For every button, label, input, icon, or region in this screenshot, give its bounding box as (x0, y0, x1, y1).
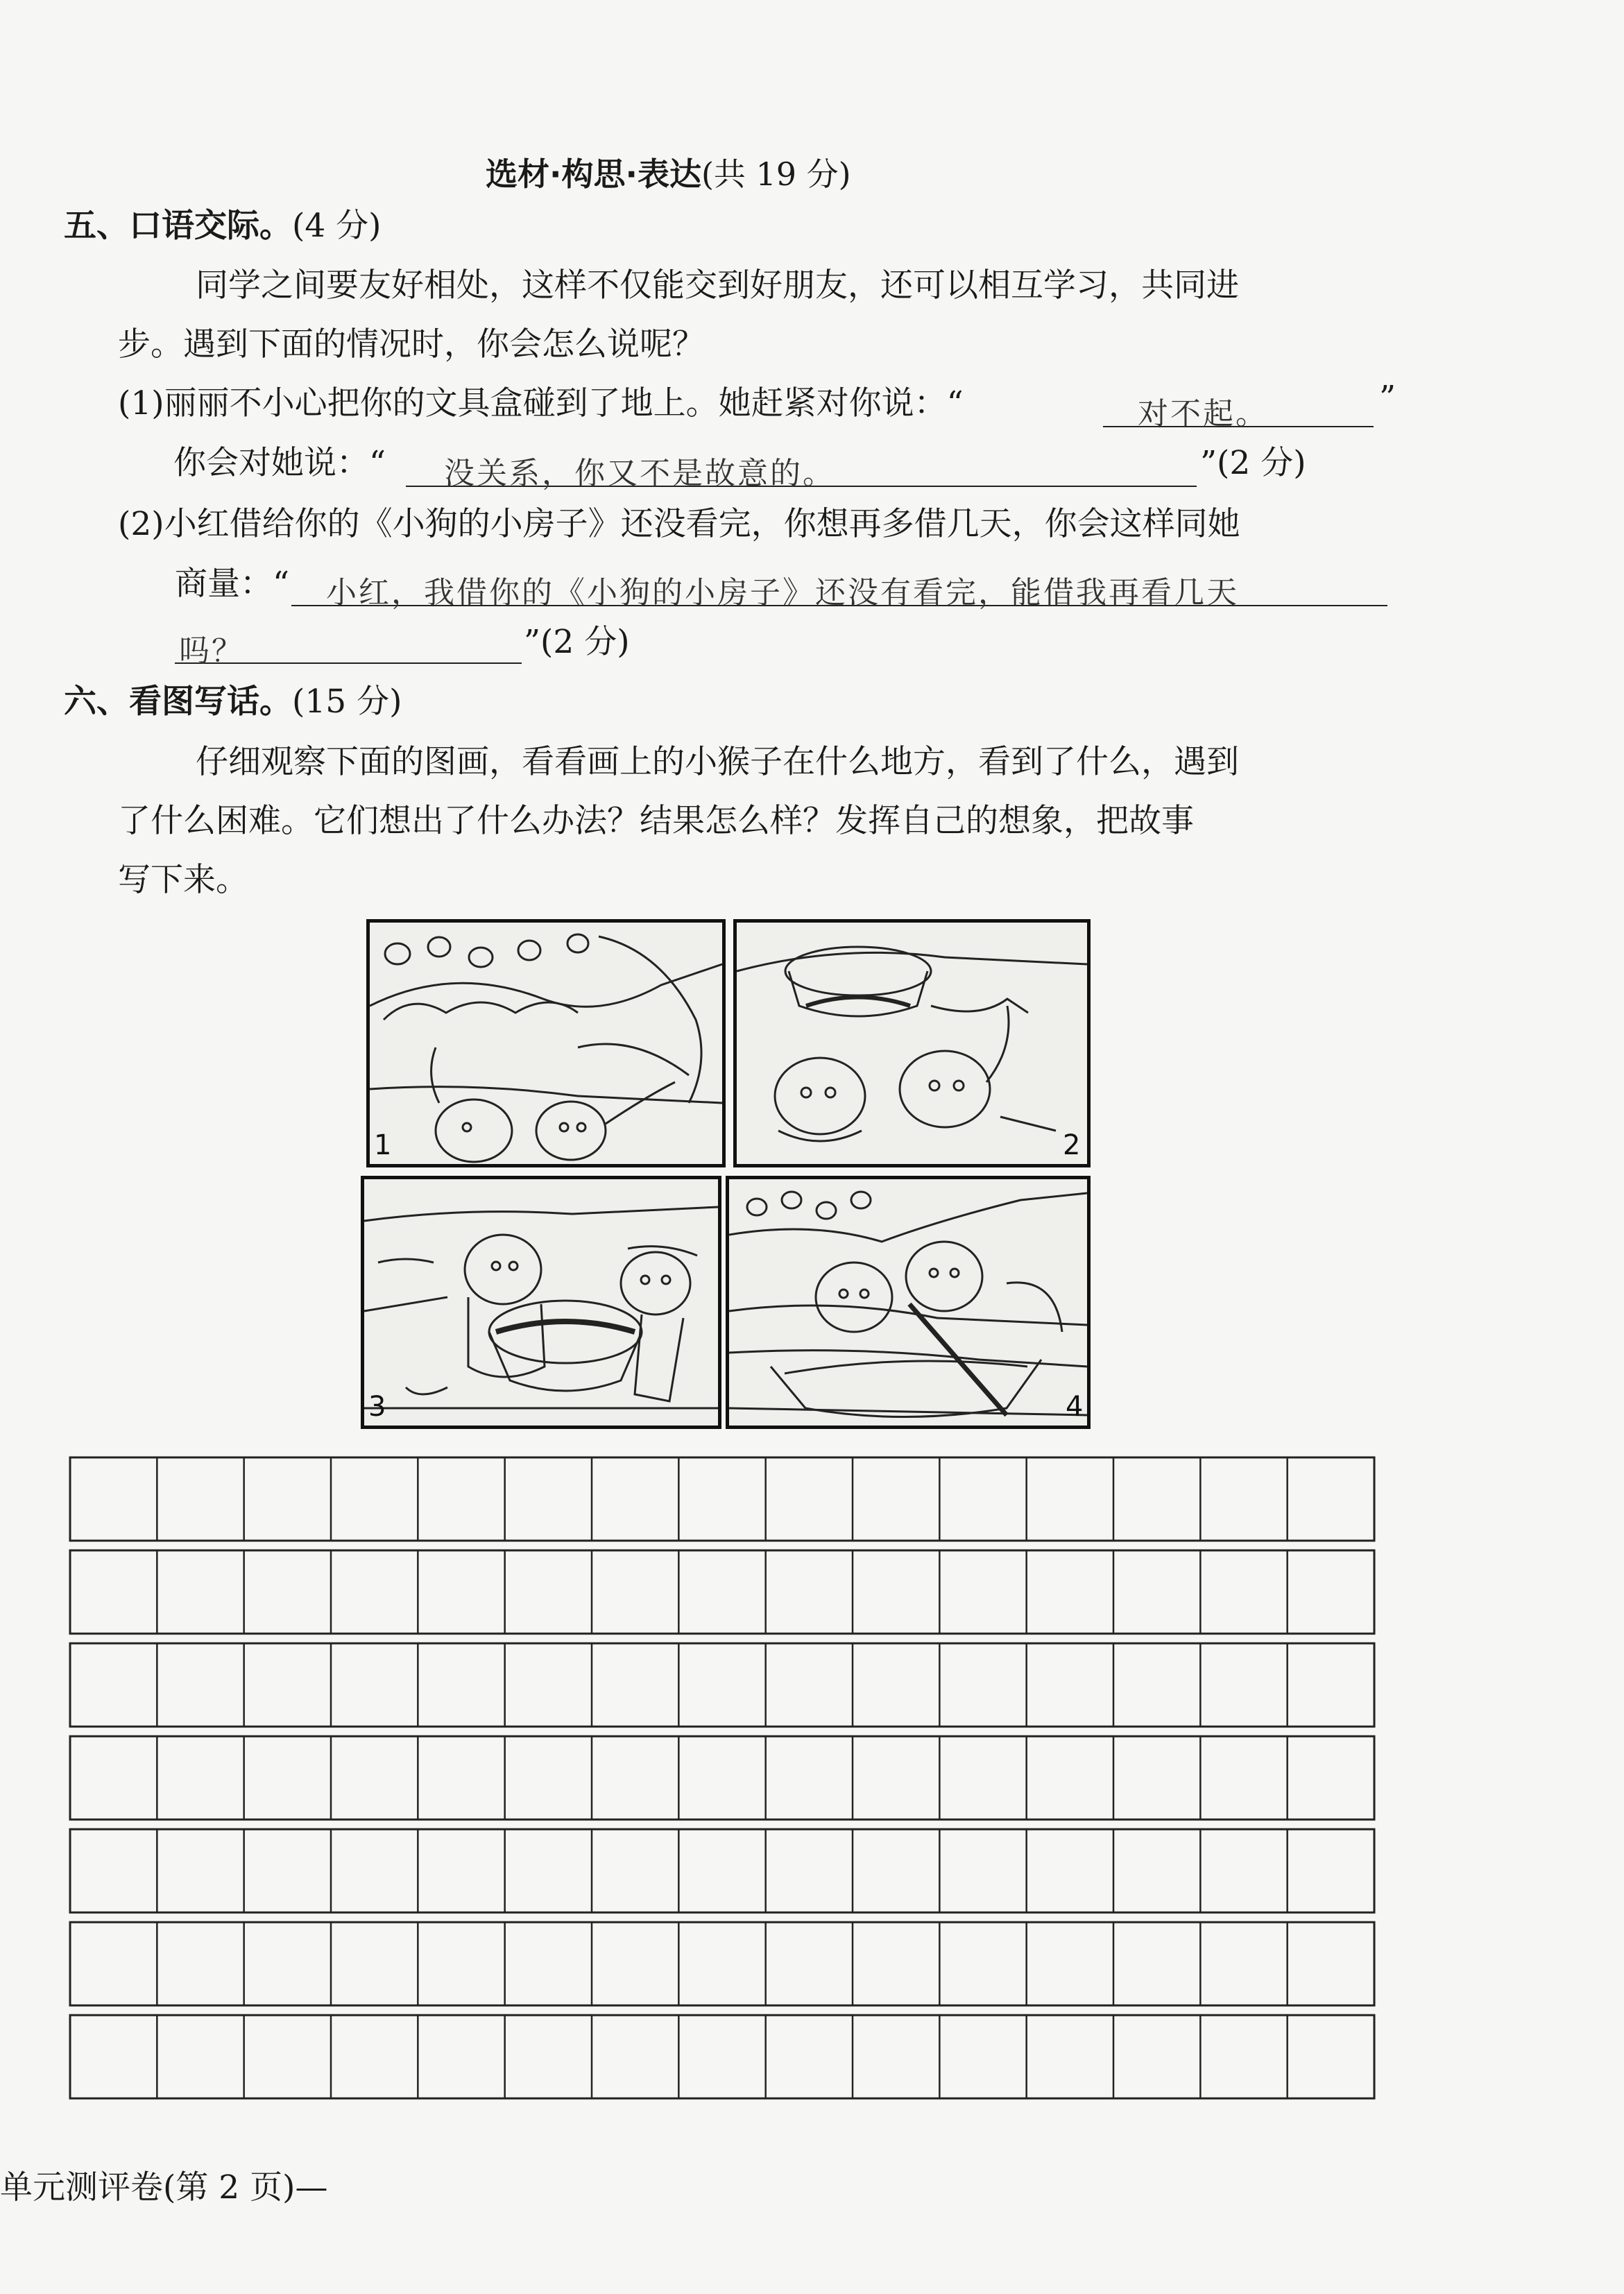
title-text: 选材·构思·表达 (486, 155, 701, 193)
q1-answer2: 没关系，你又不是故意的。 (444, 456, 835, 491)
page-footer: 单元测评卷(第 2 页)— (0, 2168, 328, 2207)
comic-panel-4 (726, 1176, 1091, 1429)
q1-prompt2: 你会对她说：“ (173, 444, 386, 482)
section6-intro-line2: 了什么困难。它们想出了什么办法？结果怎么样？发挥自己的想象，把故事 (118, 802, 1194, 840)
q2-close: ”(2 分) (524, 623, 630, 661)
q2-answer-a: 小红，我借你的《小狗的小房子》还没有看完，能借我再看几天 (326, 575, 1239, 610)
writing-grid (67, 1455, 1378, 2110)
q1-close1: ” (1379, 379, 1396, 417)
q1-close2: ”(2 分) (1200, 444, 1306, 482)
panel-4-illustration (729, 1179, 1087, 1426)
title-score: (共 19 分) (701, 155, 851, 193)
panel-2-illustration (737, 923, 1087, 1164)
grid-row (70, 1643, 1374, 1727)
grid-row (70, 1457, 1374, 1541)
section5-intro-line2: 步。遇到下面的情况时，你会怎么说呢？ (118, 325, 705, 363)
grid-row (70, 2015, 1374, 2098)
section6-heading (64, 683, 402, 721)
panel-2-number: 2 (1063, 1129, 1081, 1161)
section5-heading-text: 五、口语交际。 (64, 207, 292, 245)
q1-answer1: 对不起。 (1138, 396, 1268, 431)
q2-prompt: (2)小红借给你的《小狗的小房子》还没看完，你想再多借几天，你会这样同她 (118, 505, 1240, 543)
panel-3-number: 3 (368, 1391, 386, 1423)
comic-panel-2 (733, 919, 1091, 1167)
grid-row (70, 1829, 1374, 1912)
section6-points: (15 分) (292, 683, 402, 721)
q2-answer-b: 吗？ (179, 633, 244, 669)
q1-prompt: (1)丽丽不小心把你的文具盒碰到了地上。她赶紧对你说：“ (118, 384, 964, 422)
section6-heading-text: 六、看图写话。 (64, 683, 292, 721)
section5-intro-line1: 同学之间要友好相处，这样不仅能交到好朋友，还可以相互学习，共同进 (196, 266, 1239, 305)
comic-panel-3 (361, 1176, 721, 1429)
section5-heading (64, 207, 382, 245)
q2-prompt2: 商量：“ (175, 565, 290, 603)
section5-points: (4 分) (292, 207, 382, 245)
panel-1-illustration (370, 923, 722, 1164)
section6-intro-line3: 写下来。 (118, 861, 248, 899)
page-title (486, 149, 851, 195)
panel-3-illustration (364, 1179, 718, 1426)
comic-panel-1 (366, 919, 726, 1167)
grid-row (70, 1736, 1374, 1820)
grid-row (70, 1922, 1374, 2005)
section6-intro-line1: 仔细观察下面的图画，看看画上的小猴子在什么地方，看到了什么，遇到 (196, 743, 1239, 781)
panel-1-number: 1 (374, 1129, 392, 1161)
panel-4-number: 4 (1066, 1391, 1084, 1423)
grid-row (70, 1550, 1374, 1634)
